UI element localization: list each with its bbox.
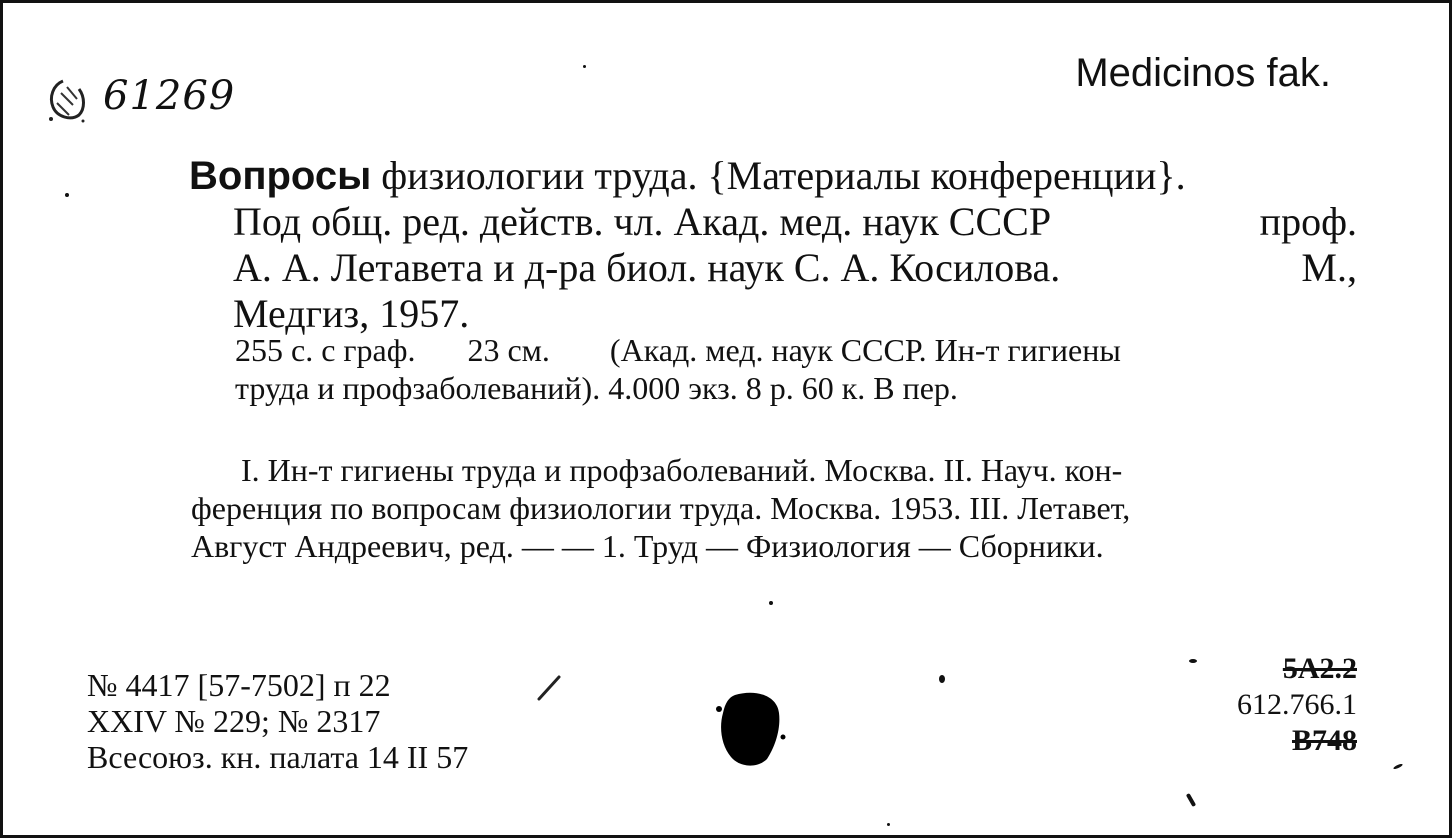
udc-number: 612.766.1 — [1237, 688, 1357, 721]
stray-mark — [1189, 659, 1197, 663]
classification-code-struck: 5А2.2 — [1282, 652, 1357, 685]
department-label: Medicinos fak. — [1075, 51, 1331, 95]
collation-block — [235, 331, 1365, 407]
editor-line-right: проф. — [1259, 199, 1357, 244]
stray-mark — [769, 601, 773, 605]
title-rest: физиологии труда. {Материалы конференции}. — [381, 153, 1186, 198]
stray-mark — [1393, 763, 1403, 770]
collation-size: 23 см. — [467, 332, 550, 368]
cutter-number-struck: В748 — [1291, 724, 1357, 757]
place-of-publication: М., — [1301, 245, 1357, 290]
pencil-tick-icon — [535, 673, 563, 703]
collation-pages: 255 с. с граф. — [235, 332, 416, 368]
stray-mark — [1186, 793, 1196, 807]
collation-series: (Акад. мед. наук СССР. Ин-т гигиены — [609, 332, 1121, 368]
registry-block — [87, 667, 468, 775]
registry-line-3: Всесоюз. кн. палата 14 II 57 — [87, 739, 469, 775]
handwritten-inventory-number: 61269 — [103, 73, 236, 119]
editor-line-left: Под общ. ред. действ. чл. Акад. мед. наук СССР — [233, 199, 1052, 244]
registry-line-2: XXIV № 229; № 2317 — [87, 703, 381, 739]
title-line — [189, 153, 1357, 199]
stray-mark — [887, 823, 890, 826]
collation-line-1 — [235, 331, 1365, 369]
tracings-block — [191, 451, 1361, 565]
classification-block — [1237, 651, 1357, 759]
stamp-smudge-icon — [43, 75, 91, 127]
tracing-line-1: I. Ин-т гигиены труда и профзаболеваний. Москва. II. Науч. кон- — [241, 452, 1123, 488]
editors-names-line — [189, 245, 1359, 291]
stray-mark — [65, 193, 69, 197]
publisher-line: Медгиз, 1957. — [233, 291, 470, 336]
tracing-line-3: Август Андреевич, ред. — — 1. Труд — Физиология — Сборники. — [191, 528, 1104, 564]
main-entry — [189, 153, 1359, 337]
editors-names-left: А. А. Летавета и д-ра биол. наук С. А. Косилова. — [233, 245, 1061, 290]
tracing-line-2: ференция по вопросам физиологии труда. Москва. 1953. III. Летавет, — [191, 490, 1131, 526]
entry-heading: Вопросы — [189, 154, 372, 198]
editor-line — [189, 199, 1359, 245]
collation-line-2: труда и профзаболеваний). 4.000 экз. 8 р. 60 к. В пер. — [235, 370, 958, 406]
registry-line-1: № 4417 [57-7502] п 22 — [87, 667, 391, 703]
stray-mark — [939, 675, 945, 683]
ink-blot-icon — [715, 689, 787, 769]
stray-mark — [583, 65, 586, 68]
